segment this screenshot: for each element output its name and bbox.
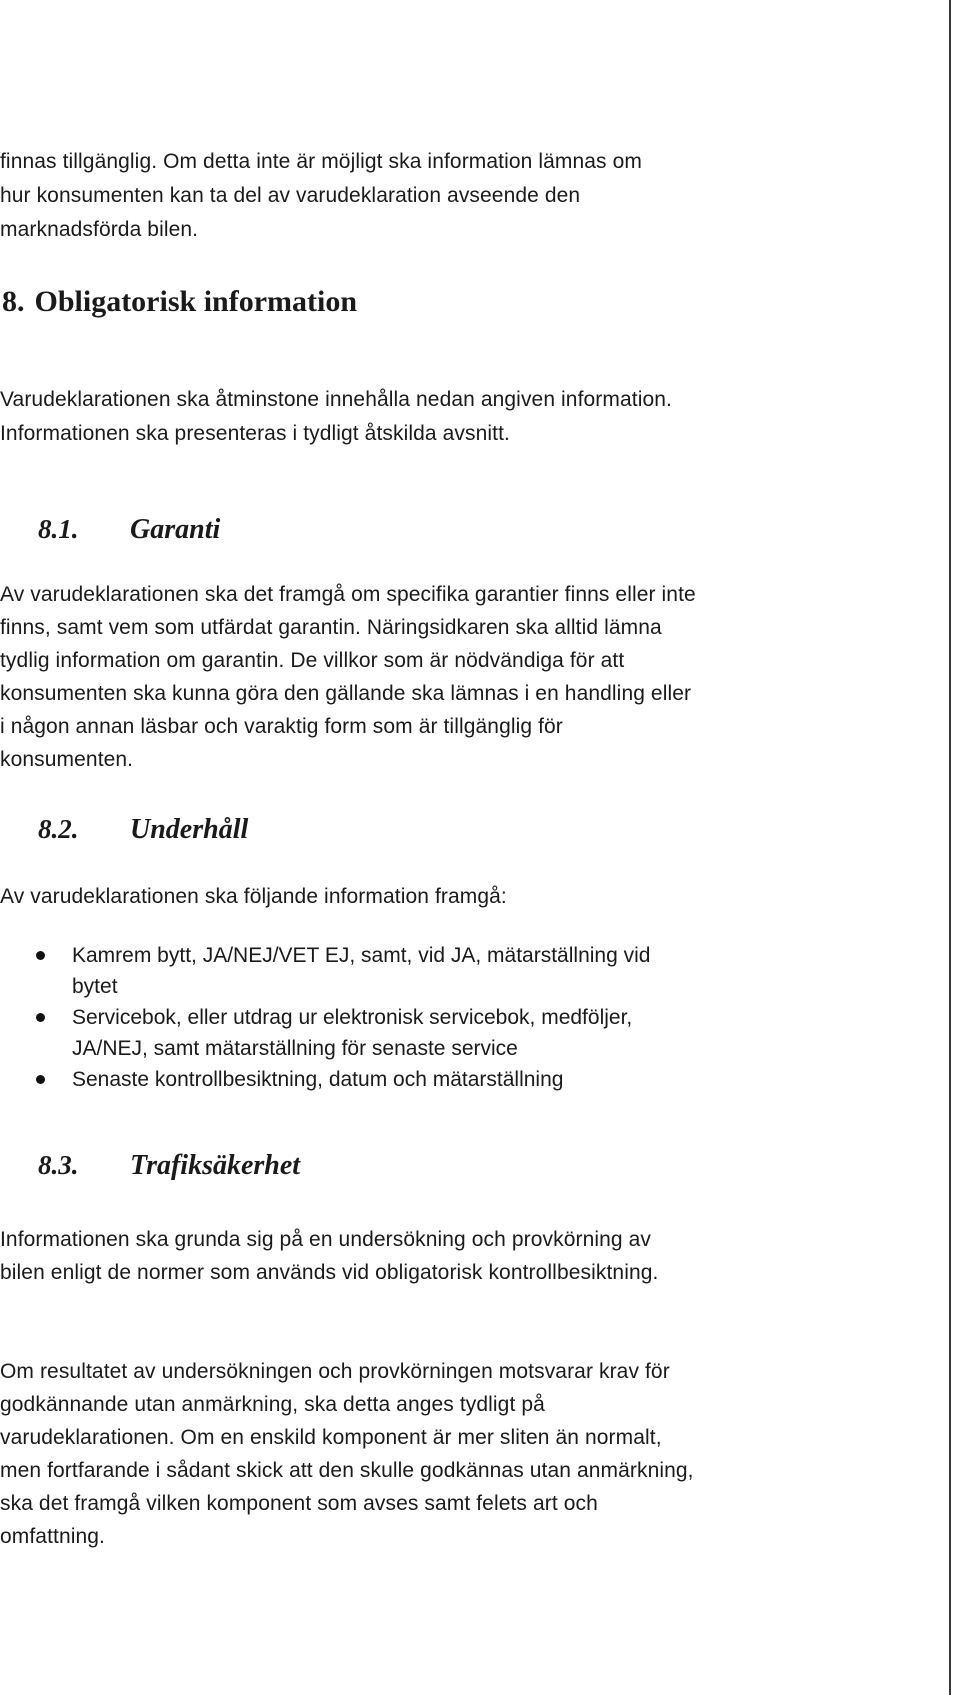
section-8-3-paragraph-1: Informationen ska grunda sig på en undersökning och provkörning av bilen enligt de normer som används vid obligatorisk kontrollbesiktning.	[0, 1228, 659, 1284]
section-8-2-heading	[38, 812, 248, 847]
bullet-icon	[36, 1013, 45, 1022]
list-item-text: Servicebok, eller utdrag ur elektronisk servicebok, medföljer, JA/NEJ, samt mätarställning för senaste service	[72, 1006, 633, 1060]
section-8-1-title: Garanti	[130, 514, 221, 545]
section-8-3-heading	[38, 1148, 300, 1183]
list-item	[36, 1002, 696, 1064]
section-8-1-paragraph: Av varudeklarationen ska det framgå om specifika garantier finns eller inte finns, samt vem som utfärdat garantin. Näringsidkaren ska alltid lämna tydlig information om garantin. De villkor som är nödvändiga för att konsumenten ska kunna göra den gällande ska lämnas i en handling eller i någon annan läsbar och varaktig form som är tillgänglig för konsumenten.	[0, 583, 696, 771]
section-8-title: Obligatorisk information	[34, 285, 358, 318]
bullet-icon	[36, 1075, 45, 1084]
section-8-2-intro: Av varudeklarationen ska följande information framgå:	[0, 885, 507, 908]
page-right-border	[949, 0, 951, 1695]
section-8-3-paragraph-2: Om resultatet av undersökningen och provkörningen motsvarar krav för godkännande utan anmärkning, ska detta anges tydligt på varudeklarationen. Om en enskild komponent är mer sliten än normalt, men fortfarande i sådant skick att den skulle godkännas utan anmärkning, ska det framgå vilken komponent som avses samt felets art och omfattning.	[0, 1360, 694, 1548]
section-8-2-number: 8.2.	[38, 814, 79, 844]
section-8-1-number: 8.1.	[38, 514, 79, 544]
list-item-text: Senaste kontrollbesiktning, datum och mätarställning	[72, 1068, 564, 1091]
list-item	[36, 940, 696, 1002]
bullet-icon	[36, 951, 45, 960]
section-8-2-bullet-list	[36, 940, 696, 1095]
section-8-paragraph: Varudeklarationen ska åtminstone innehålla nedan angiven information. Informationen ska presenteras i tydligt åtskilda avsnitt.	[0, 388, 672, 445]
list-item	[36, 1064, 696, 1095]
section-8-1-heading	[38, 512, 220, 547]
section-8-heading	[2, 284, 357, 320]
section-8-3-title: Trafiksäkerhet	[130, 1150, 301, 1181]
intro-paragraph: finnas tillgänglig. Om detta inte är möjligt ska information lämnas om hur konsumenten kan ta del av varudeklaration avseende den marknadsförda bilen.	[0, 150, 642, 241]
section-8-3-number: 8.3.	[38, 1150, 79, 1180]
section-8-2-title: Underhåll	[130, 814, 249, 845]
section-8-number: 8.	[2, 285, 25, 318]
list-item-text: Kamrem bytt, JA/NEJ/VET EJ, samt, vid JA, mätarställning vid bytet	[72, 944, 651, 998]
